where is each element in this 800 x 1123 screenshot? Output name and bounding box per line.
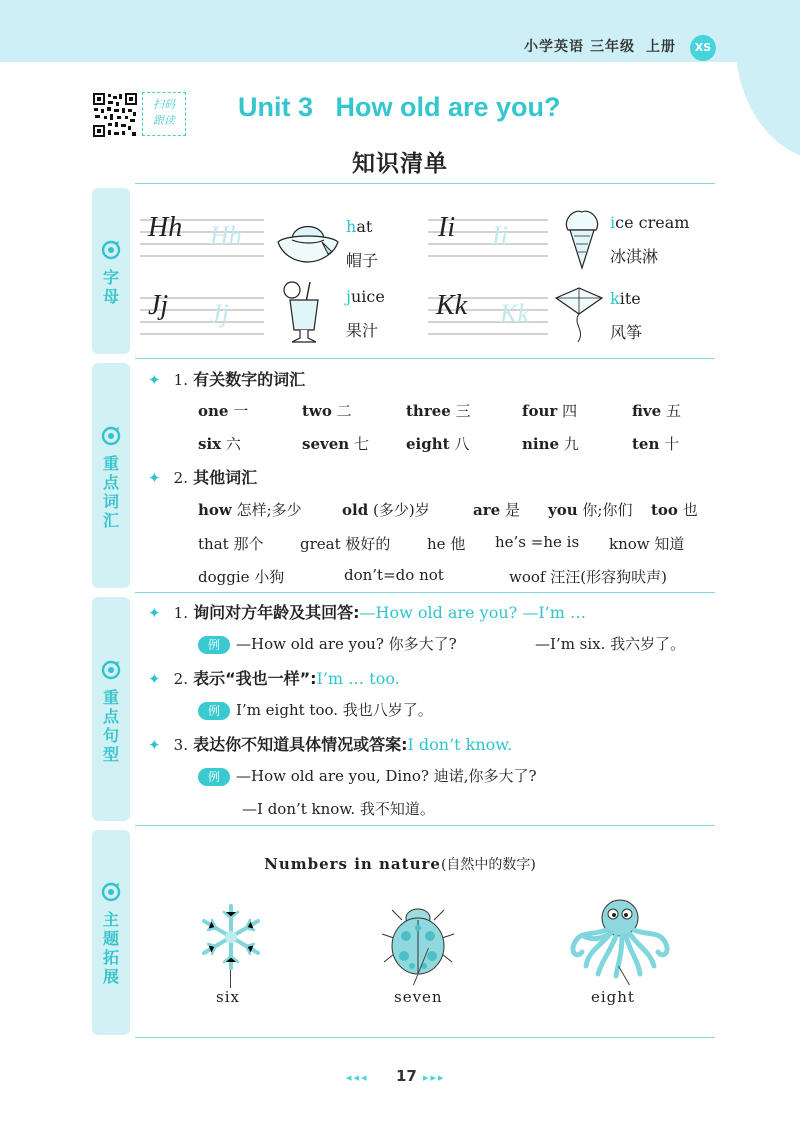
side-label-letters — [92, 240, 130, 306]
footer-left-arrows: ◂◂◂ — [346, 1071, 369, 1084]
svg-text:Jj: Jj — [210, 299, 229, 328]
vocab-numbers-heading: ✦ 1. 有关数字的词汇 — [148, 370, 306, 389]
divider — [135, 825, 715, 826]
star-icon: ✦ — [148, 371, 161, 389]
vocab-woof: woof 汪汪(形容狗吠声) — [509, 568, 667, 586]
target-icon — [101, 426, 121, 446]
side-label-key-words — [92, 426, 130, 530]
vocab-number-six: six 六 — [198, 435, 241, 453]
example-badge: 例 — [198, 636, 230, 654]
vocab-number-four: four 四 — [522, 402, 578, 420]
vocab-great: great 极好的 — [300, 535, 391, 553]
letter-glyph-kk: Kk — [436, 290, 468, 321]
sentence-2-example: 例 I’m eight too. 我也八岁了。 — [198, 699, 433, 720]
star-icon: ✦ — [148, 670, 161, 688]
example-badge: 例 — [198, 702, 230, 720]
side-label-theme — [92, 882, 130, 986]
sentence-1-example-answer: —I’m six. 我六岁了。 — [535, 635, 686, 653]
divider — [135, 358, 715, 359]
vocab-number-three: three 三 — [406, 402, 471, 420]
vocab-number-five: five 五 — [632, 402, 681, 420]
sentence-2-heading: ✦ 2. 表示“我也一样”:I’m … too. — [148, 669, 400, 688]
vocab-number-eight: eight 八 — [406, 435, 470, 453]
nature-label-eight: eight — [591, 988, 635, 1006]
star-icon: ✦ — [148, 736, 161, 754]
letter-word-cn-kite: 风筝 — [610, 323, 643, 342]
svg-text:Ii: Ii — [492, 221, 508, 250]
vocab-he: he 他 — [427, 535, 466, 553]
juice-picture — [280, 280, 328, 344]
vocab-other-heading: ✦ 2. 其他词汇 — [148, 468, 258, 487]
star-icon: ✦ — [148, 469, 161, 487]
vocab-hes: he’s =he is — [495, 533, 580, 551]
svg-text:Hh: Hh — [210, 221, 242, 250]
scan-tag-line2: 跟读 — [153, 114, 175, 127]
side-label-key-sentences — [92, 660, 130, 764]
vocab-you: you 你;你们 — [548, 501, 633, 519]
target-icon — [101, 882, 121, 902]
vocab-too: too 也 — [651, 501, 698, 519]
xs-badge: XS — [690, 35, 716, 61]
letter-word-cn-hat: 帽子 — [346, 251, 379, 270]
letter-word-cn-ice-cream: 冰淇淋 — [610, 247, 659, 266]
star-icon: ✦ — [148, 604, 161, 622]
divider — [135, 592, 715, 593]
letter-word-cn-juice: 果汁 — [346, 321, 379, 340]
side-label-text: 重点句型 — [102, 688, 119, 764]
letter-glyph-ii: Ii — [438, 212, 456, 243]
unit-title: Unit 3 How old are you? — [238, 92, 561, 122]
side-label-text: 字母 — [102, 268, 119, 306]
nature-label-six: six — [216, 988, 240, 1006]
sentence-1-example: 例 —How old are you? 你多大了? — [198, 633, 457, 654]
vocab-that: that 那个 — [198, 535, 264, 553]
footer-right-arrows: ▸▸▸ — [423, 1071, 446, 1084]
scan-follow-read-tag[interactable] — [142, 92, 186, 136]
page-number: 17 — [396, 1067, 417, 1085]
header-curve-decoration — [735, 0, 800, 160]
scan-tag-line1: 扫码 — [153, 98, 175, 111]
ice-cream-picture — [560, 206, 604, 270]
vocab-doggie: doggie 小狗 — [198, 568, 285, 586]
letter-glyph-jj: Jj — [148, 290, 169, 321]
letter-word-hat: hat — [346, 217, 373, 236]
sentence-3-example: 例 —How old are you, Dino? 迪诺,你多大了? — [198, 765, 537, 786]
hat-picture — [272, 212, 344, 268]
vocab-number-nine: nine 九 — [522, 435, 579, 453]
header-volume: 上册 — [646, 39, 676, 55]
side-label-text: 重点词汇 — [102, 454, 119, 530]
section-title: 知识清单 — [352, 151, 448, 177]
target-icon — [101, 660, 121, 680]
divider — [135, 1037, 715, 1038]
vocab-know: know 知道 — [609, 535, 685, 553]
vocab-how: how 怎样;多少 — [198, 501, 302, 519]
nature-title: Numbers in nature(自然中的数字) — [264, 855, 536, 873]
example-badge: 例 — [198, 768, 230, 786]
divider — [135, 183, 715, 184]
letter-word-juice: juice — [346, 287, 385, 306]
vocab-number-two: two 二 — [302, 402, 352, 420]
sentence-3-heading: ✦ 3. 表达你不知道具体情况或答案:I don’t know. — [148, 735, 513, 754]
svg-text:Kk: Kk — [500, 299, 529, 328]
vocab-dont: don’t=do not — [344, 566, 444, 584]
vocab-old: old (多少)岁 — [342, 501, 430, 519]
nature-label-seven: seven — [394, 988, 443, 1006]
vocab-number-one: one 一 — [198, 402, 249, 420]
vocab-are: are 是 — [473, 501, 520, 519]
letter-word-kite: kite — [610, 289, 641, 308]
header-subject: 小学英语 — [524, 39, 584, 55]
sentence-3-example-answer: —I don’t know. 我不知道。 — [242, 800, 435, 818]
letter-glyph-hh: Hh — [148, 212, 183, 243]
header-grade: 三年级 — [590, 39, 635, 55]
target-icon — [101, 240, 121, 260]
vocab-number-ten: ten 十 — [632, 435, 680, 453]
vocab-number-seven: seven 七 — [302, 435, 369, 453]
qr-code[interactable] — [92, 92, 138, 138]
side-label-text: 主题拓展 — [102, 910, 119, 986]
sentence-1-heading: ✦ 1. 询问对方年龄及其回答:—How old are you? —I’m … — [148, 603, 586, 622]
snowflake-picture — [196, 902, 266, 972]
kite-picture — [552, 284, 606, 344]
ladybug-picture — [380, 900, 456, 980]
header-band — [0, 0, 800, 62]
pointer-line — [230, 970, 231, 988]
letter-word-ice-cream: ice cream — [610, 213, 690, 232]
